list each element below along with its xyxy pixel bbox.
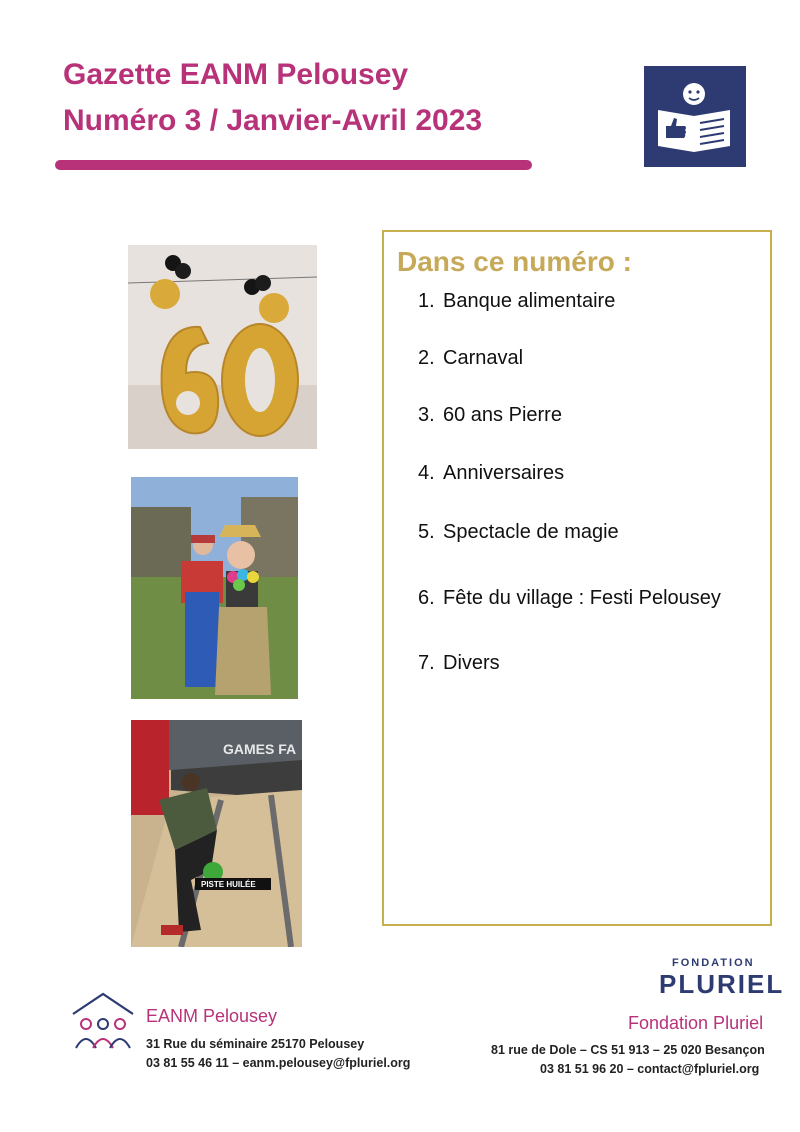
- fondation-logo-top: FONDATION: [672, 957, 755, 969]
- list-item-number: 1.: [418, 290, 435, 312]
- list-item-label: Divers: [443, 652, 500, 674]
- list-item: [418, 587, 721, 610]
- list-item: [418, 347, 523, 370]
- list-item: [418, 404, 562, 427]
- list-item: [418, 290, 615, 313]
- list-item: [418, 521, 619, 544]
- fondation-address: 81 rue de Dole – CS 51 913 – 25 020 Besançon: [491, 1043, 765, 1057]
- gazette-title: Gazette EANM Pelousey: [63, 58, 409, 91]
- list-item-label: Spectacle de magie: [443, 521, 619, 543]
- title-underline: [55, 160, 532, 170]
- list-item-label: Fête du village : Festi Pelousey: [443, 587, 721, 609]
- list-item-number: 4.: [418, 462, 435, 484]
- list-item-label: Banque alimentaire: [443, 290, 616, 312]
- list-item-number: 2.: [418, 347, 435, 369]
- list-item-label: Anniversaires: [443, 462, 565, 484]
- house-people-icon: [70, 990, 136, 1052]
- eanm-contact: 03 81 55 46 11 – eanm.pelousey@fpluriel.org: [146, 1056, 411, 1070]
- list-item: [418, 652, 500, 675]
- list-item-label: 60 ans Pierre: [443, 404, 562, 426]
- list-item-number: 6.: [418, 587, 435, 609]
- pluriel-logo: PLURIEL: [659, 969, 785, 999]
- list-item-label: Carnaval: [443, 347, 524, 369]
- bowling-sign-text: GAMES FA: [223, 741, 297, 757]
- carnival-costumes-photo: [131, 477, 298, 699]
- table-of-contents: [382, 230, 772, 926]
- list-item-number: 5.: [418, 521, 435, 543]
- list-item-number: 3.: [418, 404, 435, 426]
- issue-subtitle: Numéro 3 / Janvier-Avril 2023: [63, 104, 483, 137]
- reader-thumbs-up-icon: [644, 66, 746, 167]
- list-item: [418, 462, 564, 485]
- balloons-60-photo: [128, 245, 317, 449]
- fondation-name: Fondation Pluriel: [628, 1013, 764, 1033]
- eanm-name: EANM Pelousey: [146, 1006, 278, 1026]
- bowling-photo: [131, 720, 302, 947]
- list-item-number: 7.: [418, 652, 435, 674]
- toc-heading: Dans ce numéro :: [397, 246, 632, 277]
- eanm-address: 31 Rue du séminaire 25170 Pelousey: [146, 1037, 365, 1051]
- fondation-contact: 03 81 51 96 20 – contact@fpluriel.org: [540, 1062, 760, 1076]
- lane-label-text: PISTE HUILÉE: [201, 880, 256, 889]
